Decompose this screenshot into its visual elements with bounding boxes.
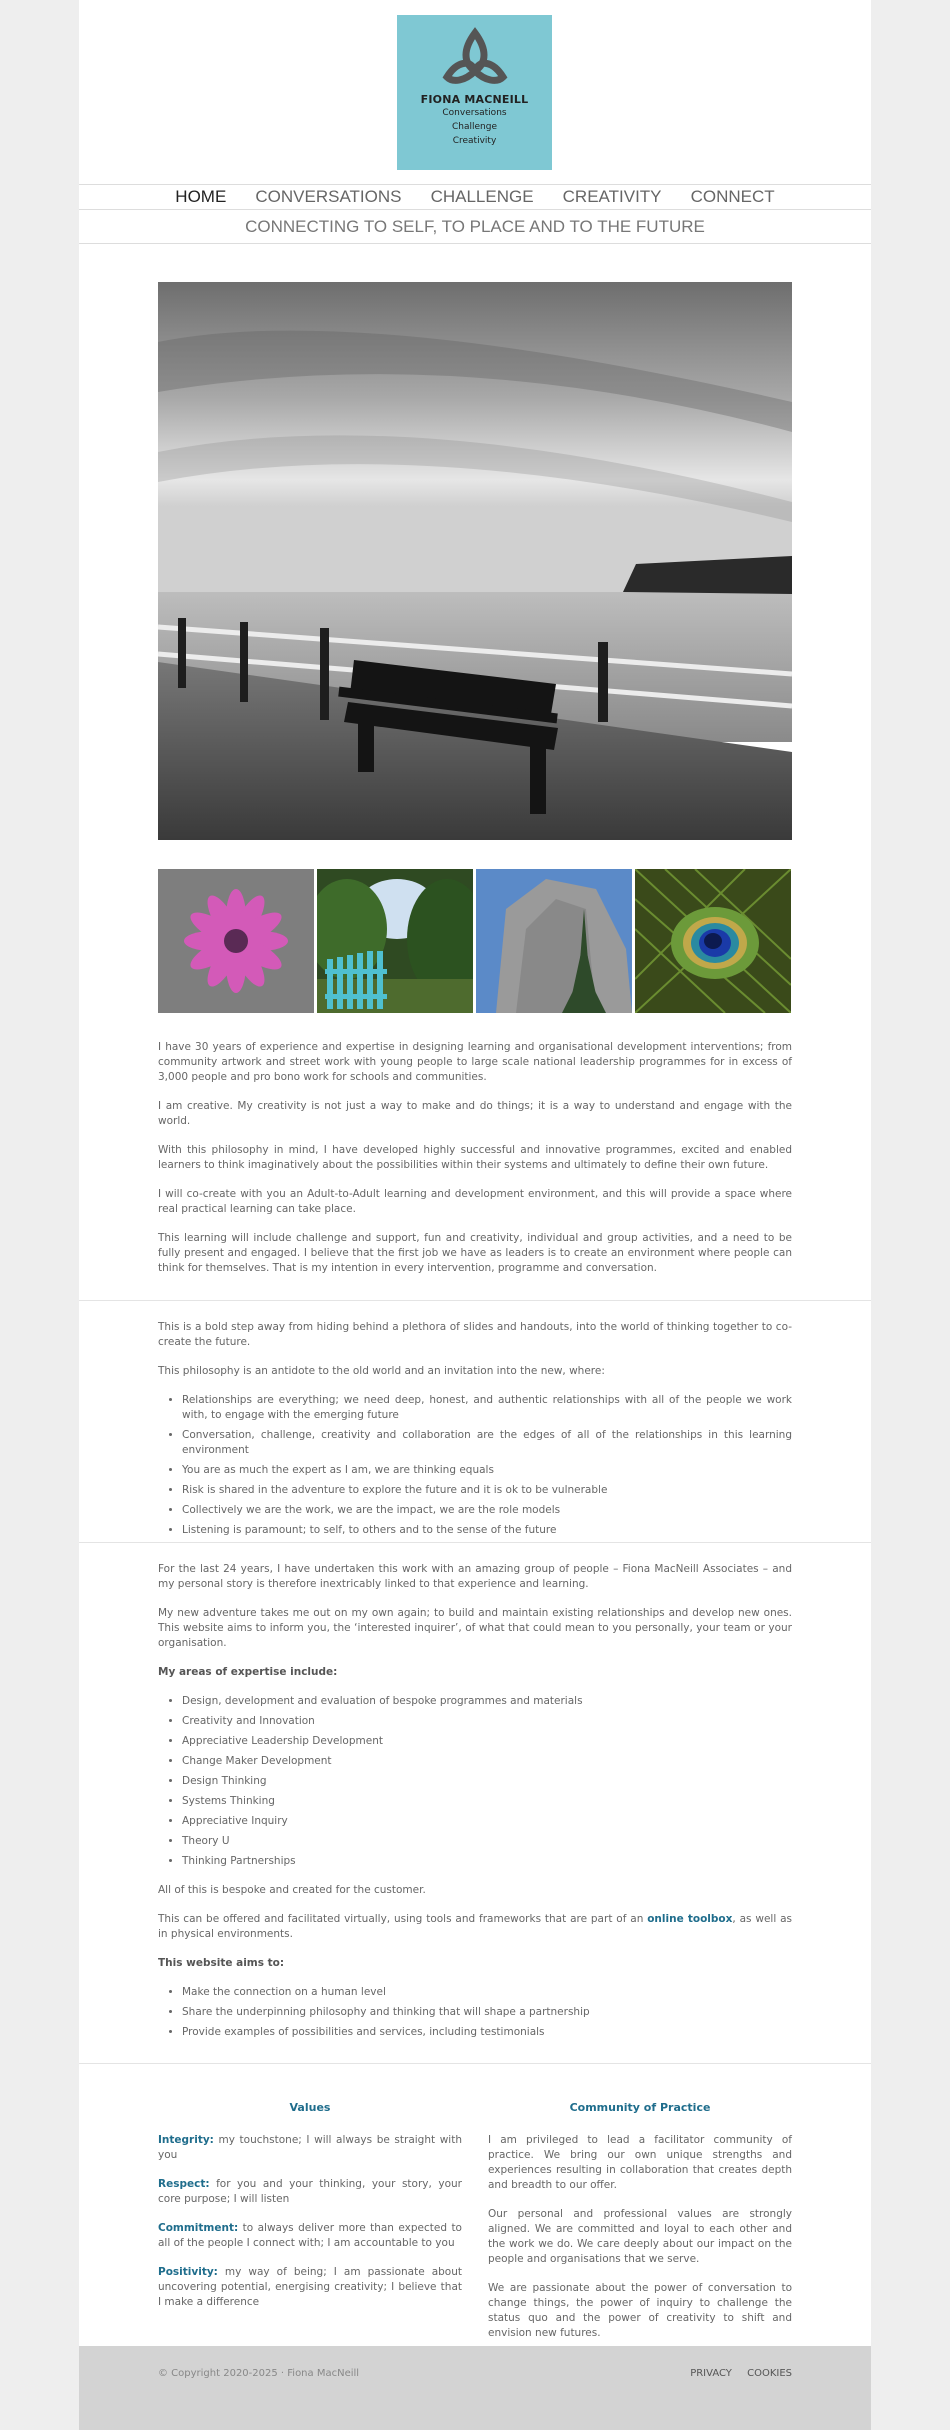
list-item: • Appreciative Inquiry bbox=[182, 1814, 792, 1829]
thumbnail-gallery bbox=[158, 869, 792, 1013]
intro-paragraph: With this philosophy in mind, I have developed highly successful and innovative programmes, excited and enabled learners to think imaginatively about the possibilities within their systems and ultimately to define their own future. bbox=[158, 1144, 792, 1171]
philosophy-paragraph: This is a bold step away from hiding behind a plethora of slides and handouts, into the world of thinking together to co-create the future. bbox=[158, 1321, 792, 1348]
cookies-link[interactable]: COOKIES bbox=[747, 2368, 792, 2379]
thumb-peacock-feather[interactable] bbox=[635, 869, 791, 1013]
header bbox=[79, 0, 871, 184]
value-term: Positivity: bbox=[158, 2266, 218, 2278]
aims-list bbox=[158, 1985, 792, 2040]
list-item: • Creativity and Innovation bbox=[182, 1714, 792, 1729]
aims-heading: This website aims to: bbox=[158, 1957, 285, 1969]
list-item: • Collectively we are the work, we are the impact, we are the role models bbox=[182, 1503, 792, 1518]
triquetra-icon bbox=[435, 27, 515, 87]
list-item: • Change Maker Development bbox=[182, 1754, 792, 1769]
list-item: • Theory U bbox=[182, 1834, 792, 1849]
nav-creativity[interactable]: CREATIVITY bbox=[562, 187, 662, 206]
value-text: my way of being; I am passionate about uncovering potential, energising creativity; I believe that I make a difference bbox=[158, 2266, 462, 2308]
about-paragraph: All of this is bespoke and created for the customer. bbox=[158, 1884, 426, 1896]
nav-connect[interactable]: CONNECT bbox=[690, 187, 775, 206]
site-subtitle: CONNECTING TO SELF, TO PLACE AND TO THE FUTURE bbox=[79, 210, 871, 244]
list-item: • You are as much the expert as I am, we are thinking equals bbox=[182, 1463, 792, 1478]
nav-home[interactable]: HOME bbox=[175, 187, 227, 206]
list-item: • Conversation, challenge, creativity and collaboration are the edges of all of the relationships in this learning environment bbox=[182, 1428, 792, 1458]
section-divider bbox=[79, 2063, 871, 2064]
list-item: • Listening is paramount; to self, to others and to the sense of the future bbox=[182, 1523, 792, 1538]
list-item: • Design, development and evaluation of bespoke programmes and materials bbox=[182, 1694, 792, 1709]
copyright: © Copyright 2020-2025 · Fiona MacNeill bbox=[158, 2368, 360, 2379]
list-item: • Appreciative Leadership Development bbox=[182, 1734, 792, 1749]
community-column bbox=[488, 2100, 792, 2355]
community-heading: Community of Practice bbox=[569, 2101, 711, 2114]
footer-links bbox=[678, 2368, 792, 2379]
list-item: • Make the connection on a human level bbox=[182, 1985, 792, 2000]
values-column bbox=[158, 2100, 462, 2324]
nav-conversations[interactable]: CONVERSATIONS bbox=[255, 187, 402, 206]
section-divider bbox=[79, 1542, 871, 1543]
philosophy-paragraph: This philosophy is an antidote to the old world and an invitation into the new, where: bbox=[158, 1365, 605, 1377]
thumb-pink-flower[interactable] bbox=[158, 869, 314, 1013]
intro-paragraph: This learning will include challenge and support, fun and creativity, individual and group activities, and a need to be fully present and engaged. I believe that the first job we have as leaders is to create an environment where people can think for themselves. That is my intention in every intervention, programme and conversation. bbox=[158, 1232, 792, 1274]
expertise-list bbox=[158, 1694, 792, 1869]
nav-challenge[interactable]: CHALLENGE bbox=[430, 187, 534, 206]
list-item: • Systems Thinking bbox=[182, 1794, 792, 1809]
intro-section bbox=[158, 1040, 792, 1290]
hero-image-pier-bench bbox=[158, 282, 792, 840]
intro-paragraph: I will co-create with you an Adult-to-Adult learning and development environment, and this will provide a space where real practical learning can take place. bbox=[158, 1188, 792, 1215]
footer bbox=[79, 2346, 871, 2430]
logo-name: FIONA MACNEILL bbox=[420, 93, 529, 106]
community-paragraph: I am privileged to lead a facilitator community of practice. We bring our own unique strengths and experiences resulting in collaboration that creates depth and breadth to our offer. bbox=[488, 2134, 792, 2191]
list-item: • Thinking Partnerships bbox=[182, 1854, 792, 1869]
value-item bbox=[158, 2177, 462, 2207]
text-span: , as well as in physical environments. bbox=[158, 1913, 792, 1940]
logo-tagline: Conversations bbox=[442, 108, 507, 118]
philosophy-section bbox=[158, 1320, 792, 1552]
value-item bbox=[158, 2221, 462, 2251]
expertise-heading: My areas of expertise include: bbox=[158, 1666, 338, 1678]
intro-paragraph: I am creative. My creativity is not just a way to make and do things; it is a way to understand and engage with the world. bbox=[158, 1100, 792, 1127]
about-section bbox=[158, 1562, 792, 2054]
site-logo[interactable] bbox=[397, 15, 552, 170]
value-term: Commitment: bbox=[158, 2222, 239, 2234]
list-item: • Share the underpinning philosophy and thinking that will shape a partnership bbox=[182, 2005, 792, 2020]
value-text: to always deliver more than expected to all of the people I connect with; I am accountable to you bbox=[158, 2222, 462, 2249]
logo-tagline: Creativity bbox=[452, 136, 497, 146]
page bbox=[79, 0, 871, 2430]
list-item: • Risk is shared in the adventure to explore the future and it is ok to be vulnerable bbox=[182, 1483, 792, 1498]
online-toolbox-link[interactable]: online toolbox bbox=[647, 1913, 733, 1925]
about-paragraph bbox=[158, 1912, 792, 1942]
intro-paragraph: I have 30 years of experience and expertise in designing learning and organisational development interventions; from community artwork and street work with young people to large scale national leadership programmes for in excess of 3,000 people and pro bono work for schools and communities. bbox=[158, 1041, 792, 1083]
list-item: • Design Thinking bbox=[182, 1774, 792, 1789]
philosophy-list bbox=[158, 1393, 792, 1538]
value-term: Respect: bbox=[158, 2178, 210, 2190]
thumb-garden-gate[interactable] bbox=[317, 869, 473, 1013]
list-item: • Provide examples of possibilities and services, including testimonials bbox=[182, 2025, 792, 2040]
value-item bbox=[158, 2265, 462, 2310]
section-divider bbox=[79, 1300, 871, 1301]
value-text: for you and your thinking, your story, your core purpose; I will listen bbox=[158, 2178, 462, 2205]
community-paragraph: Our personal and professional values are strongly aligned. We are committed and loyal to each other and the work we do. We care deeply about our impact on the people and organisations that we serve. bbox=[488, 2208, 792, 2265]
community-paragraph: We are passionate about the power of conversation to change things, the power of inquiry to challenge the status quo and the power of creativity to shift and envision new futures. bbox=[488, 2282, 792, 2339]
value-term: Integrity: bbox=[158, 2134, 214, 2146]
logo-tagline: Challenge bbox=[452, 122, 497, 132]
value-item bbox=[158, 2133, 462, 2163]
list-item: • Relationships are everything; we need deep, honest, and authentic relationships with all of the people we work with, to engage with the emerging future bbox=[182, 1393, 792, 1423]
privacy-link[interactable]: PRIVACY bbox=[690, 2368, 732, 2379]
value-text: my touchstone; I will always be straight with you bbox=[158, 2134, 462, 2161]
text-span: This can be offered and facilitated virtually, using tools and frameworks that are part of an bbox=[158, 1913, 648, 1925]
about-paragraph: For the last 24 years, I have undertaken this work with an amazing group of people – Fiona MacNeill Associates – and my personal story is therefore inextricably linked to that experience and learning. bbox=[158, 1563, 792, 1590]
main-nav bbox=[79, 184, 871, 210]
thumb-rock-face[interactable] bbox=[476, 869, 632, 1013]
about-paragraph: My new adventure takes me out on my own again; to build and maintain existing relationships and develop new ones. This website aims to inform you, the ‘interested inquirer’, of what that could mean to you personally, your team or your organisation. bbox=[158, 1607, 792, 1649]
values-heading: Values bbox=[289, 2101, 331, 2114]
